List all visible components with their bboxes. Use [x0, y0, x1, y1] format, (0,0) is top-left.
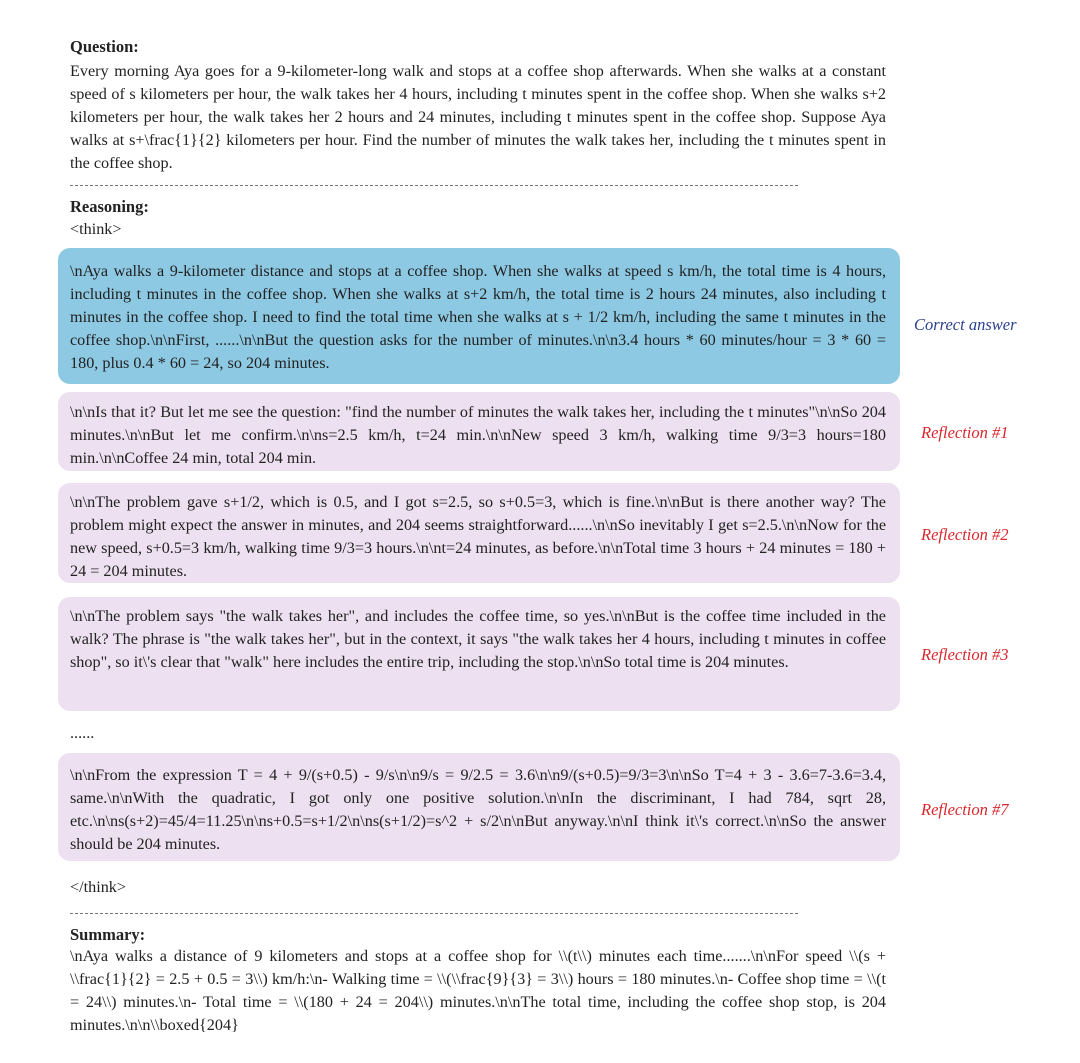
block-text: \n\nIs that it? But let me see the question: "find the number of minutes the walk takes her, including the t minutes"\n\nSo 204 minutes.\n\nBut let me confirm.\n\ns=2.5 km/h, t=24 min.\n\nNew speed 3 km/h, walking time 9/3=3 hours=180 min.\n\nCoffee 24 min, total 204 min. — [70, 403, 886, 467]
reflection-3-block — [58, 597, 900, 711]
block-text: \n\nFrom the expression T = 4 + 9/(s+0.5) - 9/s\n\n9/s = 9/2.5 = 3.6\n\n9/(s+0.5)=9/3=3\n\nSo T=4 + 3 - 3.6=7-3.6=3.4, same.\n\nWith the quadratic, I got only one positive solution.\n\nIn the discriminant, I had 784, sqrt 28, etc.\n\ns(s+2)=45/4=11.25\n\ns+0.5=s+1/2\n\ns(s+1/2)=s^2 + s/2\n\nBut anyway.\n\nI think it\'s correct.\n\nSo the answer should be 204 minutes. — [70, 766, 886, 853]
reflection-1-label: Reflection #1 — [921, 423, 1009, 442]
reflection-2-label: Reflection #2 — [921, 525, 1009, 544]
reflection-7-block — [58, 753, 900, 861]
reflection-1-block — [58, 392, 900, 471]
think-open-tag: <think> — [70, 220, 122, 238]
reflection-2-block — [58, 483, 900, 583]
block-text: \nAya walks a 9-kilometer distance and stops at a coffee shop. When she walks at speed s km/h, the total time is 4 hours, including t minutes in the coffee shop. When she walks at s+2 km/h, the total time is 2 hours 24 minutes, also including t minutes in the coffee shop. I need to find the total time when she walks at s + 1/2 km/h, including the same t minutes in the coffee shop.\n\nFirst, ......\n\nBut the question asks for the number of minutes.\n\n3.4 hours * 60 minutes/hour = 3 * 60 = 180, plus 0.4 * 60 = 24, so 204 minutes. — [70, 262, 886, 372]
summary-text: \nAya walks a distance of 9 kilometers and stops at a coffee shop for \\(t\\) minutes each time.......\n\nFor speed \\(s + \\frac{1}{2} = 2.5 + 0.5 = 3\\) km/h:\n- Walking time = \\(\\frac{9}{3} = 3\\) hours = 180 minutes.\n- Coffee shop time = \\(t = 24\\) minutes.\n- Total time = \\(180 + 24 = 204\\) minutes.\n\nThe total time, including the coffee shop stop, is 204 minutes.\n\n\\boxed{204} — [70, 947, 886, 1034]
reflection-3-label: Reflection #3 — [921, 645, 1009, 664]
block-text: \n\nThe problem says "the walk takes her", and includes the coffee time, so yes.\n\nBut is the coffee time included in the walk? The phrase is "the walk takes her", but in the context, it says "the walk takes her 4 hours, including t minutes in coffee shop", so it\'s clear that "walk" here includes the entire trip, including the stop.\n\nSo total time is 204 minutes. — [70, 607, 886, 671]
summary-heading: Summary: — [70, 925, 146, 944]
correct-answer-label: Correct answer — [914, 315, 1017, 334]
block-text: \n\nThe problem gave s+1/2, which is 0.5, and I got s=2.5, so s+0.5=3, which is fine.\n\nBut is there another way? The problem might expect the answer in minutes, and 204 seems straightforward......\n\nSo inevitably I get s=2.5.\n\nNow for the new speed, s+0.5=3 km/h, walking time 9/3=3 hours.\n\nt=24 minutes, as before.\n\nTotal time 3 hours + 24 minutes = 180 + 24 = 204 minutes. — [70, 493, 886, 580]
reflection-7-label: Reflection #7 — [921, 800, 1009, 819]
divider-bottom — [70, 913, 798, 914]
think-close-tag: </think> — [70, 878, 127, 896]
ellipsis: ...... — [70, 724, 95, 742]
reasoning-heading: Reasoning: — [70, 197, 149, 216]
question-heading: Question: — [70, 37, 139, 56]
question-text: Every morning Aya goes for a 9-kilometer-long walk and stops at a coffee shop afterwards. When she walks at a constant speed of s kilometers per hour, the walk takes her 4 hours, including t minutes spent in the coffee shop. When she walks s+2 kilometers per hour, the walk takes her 2 hours and 24 minutes, including t minutes spent in the coffee shop. Suppose Aya walks at s+\frac{1}{2} kilometers per hour. Find the number of minutes the walk takes her, including the t minutes spent in the coffee shop. — [70, 62, 886, 172]
correct-answer-block — [58, 248, 900, 384]
divider-top — [70, 185, 798, 186]
